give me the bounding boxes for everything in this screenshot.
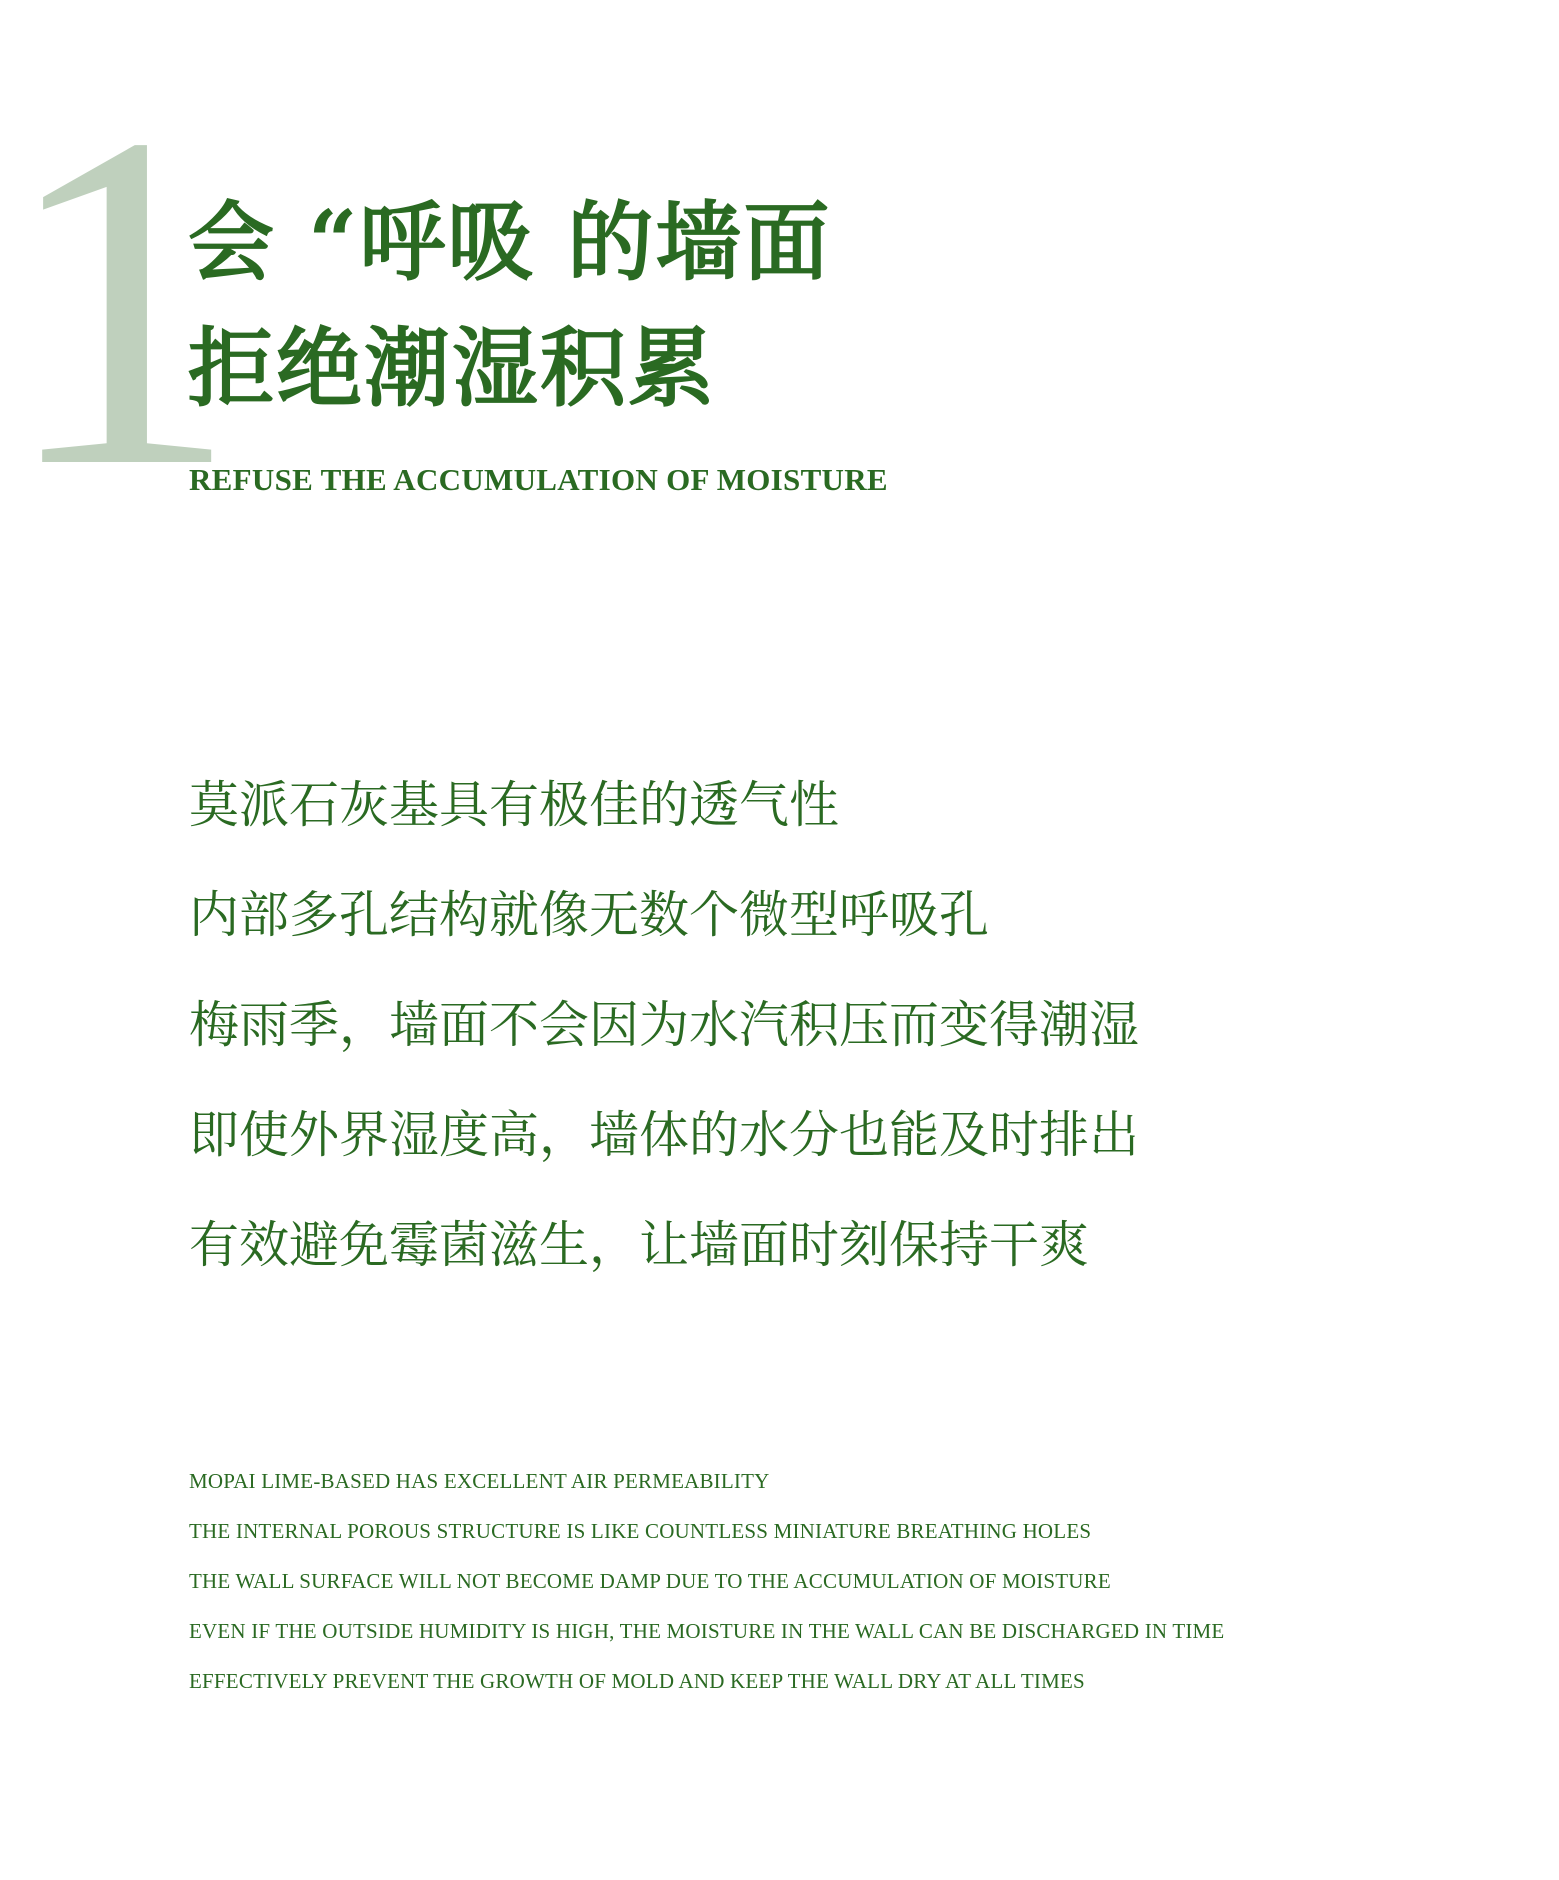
heading-block bbox=[188, 180, 831, 432]
english-body-line: MOPAI LIME-BASED HAS EXCELLENT AIR PERMEABILITY bbox=[189, 1469, 770, 1493]
english-body-line: THE WALL SURFACE WILL NOT BECOME DAMP DUE TO THE ACCUMULATION OF MOISTURE bbox=[189, 1569, 1111, 1593]
english-body-text bbox=[189, 1456, 1224, 1706]
section-number: 1 bbox=[0, 34, 230, 566]
chinese-body-line: 内部多孔结构就像无数个微型呼吸孔 bbox=[189, 886, 989, 944]
chinese-body-line: 梅雨季，墙面不会因为水汽积压而变得潮湿 bbox=[189, 996, 1139, 1054]
english-body-line: THE INTERNAL POROUS STRUCTURE IS LIKE COUNTLESS MINIATURE BREATHING HOLES bbox=[189, 1519, 1092, 1543]
heading-line-1: 会 “呼吸 的墙面 bbox=[188, 192, 832, 293]
english-body-line: EFFECTIVELY PREVENT THE GROWTH OF MOLD AND KEEP THE WALL DRY AT ALL TIMES bbox=[189, 1669, 1085, 1693]
chinese-body-line: 即使外界湿度高，墙体的水分也能及时排出 bbox=[189, 1106, 1139, 1164]
chinese-body-line: 有效避免霉菌滋生，让墙面时刻保持干爽 bbox=[189, 1216, 1089, 1274]
english-subtitle: REFUSE THE ACCUMULATION OF MOISTURE bbox=[189, 462, 888, 497]
english-body-line: EVEN IF THE OUTSIDE HUMIDITY IS HIGH, THE MOISTURE IN THE WALL CAN BE DISCHARGED IN TIME bbox=[189, 1619, 1225, 1643]
chinese-body-text bbox=[189, 750, 1139, 1300]
heading-line-2: 拒绝潮湿积累 bbox=[188, 318, 716, 419]
chinese-body-line: 莫派石灰基具有极佳的透气性 bbox=[189, 776, 839, 834]
